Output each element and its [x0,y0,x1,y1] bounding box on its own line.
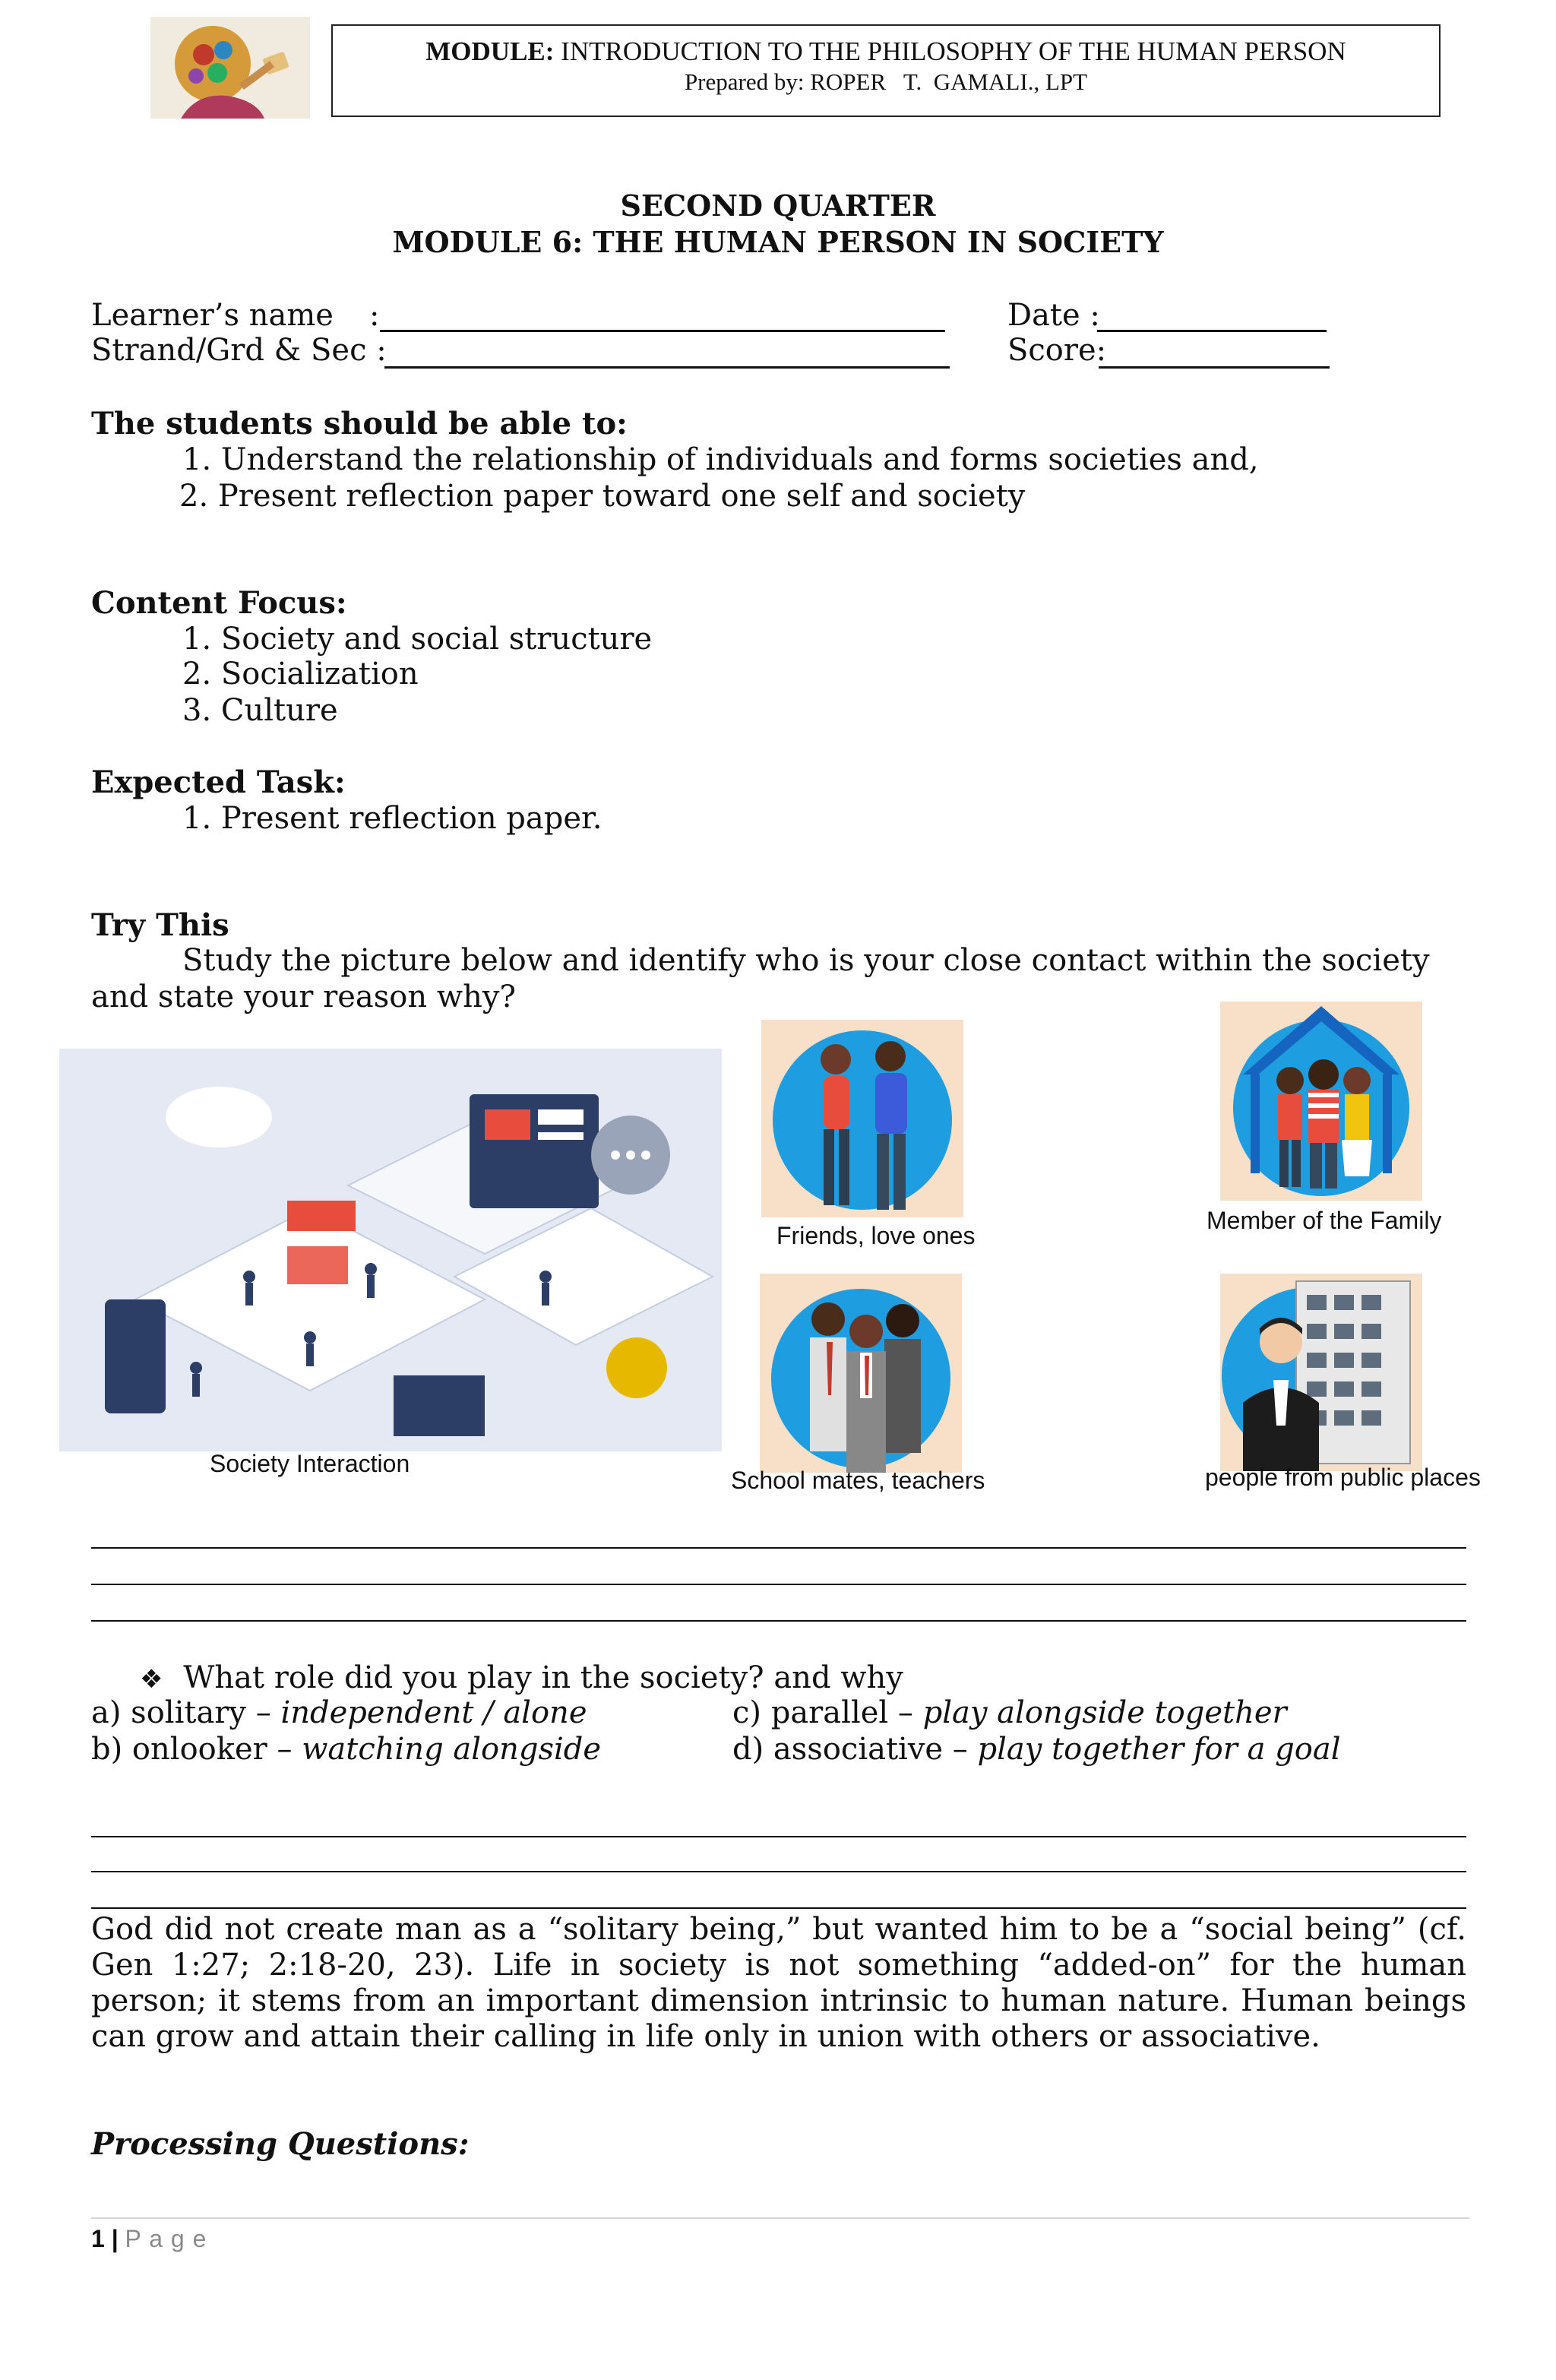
role-option-label: d) associative – [732,1732,978,1767]
role-question [140,1660,903,1698]
role-option-desc: independent / alone [280,1695,587,1730]
module-header-line [333,36,1439,67]
reflection-paragraph: God did not create man as a “solitary being,” but wanted him to be a “social being” (cf. Gen 1:27; 2:18-20, 23). Life in society is not something “added-on” for the human person; it stems from an important dimension intrinsic to human nature. Human beings can grow and attain their calling in life only in union with others or associative. [91,1912,1466,2054]
society-interaction-image [59,1049,722,1451]
caption-school: School mates, teachers [731,1467,985,1494]
caption-friends: Friends, love ones [776,1222,976,1249]
public-places-illustration [1220,1274,1422,1471]
school-image [760,1274,962,1473]
answer-line[interactable] [91,1836,1466,1837]
caption-society: Society Interaction [210,1450,410,1477]
family-image [1220,1002,1422,1201]
caption-public: people from public places [1205,1464,1481,1491]
module-title-heading: MODULE 6: THE HUMAN PERSON IN SOCIETY [392,225,1164,259]
content-focus-item: 1. Society and social structure [182,622,653,657]
page-word: P a g e [125,2225,207,2252]
prepared-by: Prepared by: ROPER T. GAMALI., LPT [684,68,1088,95]
role-option-label: a) solitary – [91,1695,281,1730]
role-option-c [732,1695,1287,1731]
score-label: Score: [1007,333,1107,368]
role-option-label: c) parallel – [732,1695,923,1730]
module-title: INTRODUCTION TO THE PHILOSOPHY OF THE HUMAN PERSON [561,36,1346,66]
learner-name-field[interactable] [380,307,945,332]
public-places-image [1220,1274,1422,1471]
objectives-heading: The students should be able to: [91,406,628,442]
answer-line[interactable] [91,1584,1466,1585]
module-logo [150,17,310,119]
content-focus-item: 2. Socialization [182,657,419,692]
role-option-label: b) onlooker – [91,1732,302,1767]
objective-item: 1. Understand the relationship of individuals and forms societies and, [182,442,1259,477]
role-option-d [732,1731,1340,1768]
module-header-box [331,24,1441,117]
role-option-desc: watching alongside [302,1732,602,1767]
try-this-text: Study the picture below and identify who is your close contact within the society and state your reason why? [91,943,1430,1014]
role-question-text: What role did you play in the society? and why [183,1660,903,1695]
try-this-heading: Try This [91,907,229,943]
friends-image [761,1020,963,1217]
role-option-desc: play alongside together [922,1695,1287,1730]
page-footer [91,2225,207,2253]
strand-field[interactable] [384,343,950,369]
score-field[interactable] [1099,343,1330,369]
date-label: Date : [1007,298,1100,333]
thinker-logo-image [150,17,310,119]
school-illustration [760,1274,962,1473]
caption-family: Member of the Family [1207,1207,1442,1234]
processing-questions-heading: Processing Questions: [91,2126,470,2162]
answer-line[interactable] [91,1547,1466,1549]
answer-line[interactable] [91,1620,1466,1622]
bullet-icon: ❖ [140,1664,163,1695]
friends-illustration [761,1020,963,1217]
answer-line[interactable] [91,1871,1466,1872]
isometric-office-illustration [59,1049,722,1451]
role-option-a [91,1695,587,1731]
content-focus-item: 3. Culture [182,693,338,728]
content-focus-heading: Content Focus: [91,585,347,621]
date-field[interactable] [1097,307,1327,332]
quarter-title: SECOND QUARTER [620,188,936,223]
role-option-desc: play together for a goal [977,1732,1341,1767]
expected-task-item: 1. Present reflection paper. [182,801,602,836]
learner-name-colon: : [369,298,380,333]
objective-item: 2. Present reflection paper toward one self and society [179,479,1026,514]
expected-task-heading: Expected Task: [91,764,346,800]
learner-name-label: Learner’s name [91,298,334,333]
strand-label: Strand/Grd & Sec : [91,333,387,368]
module-label: MODULE: [425,36,555,66]
family-illustration [1220,1002,1422,1201]
footer-divider [91,2217,1469,2219]
page-separator: | [111,2225,119,2252]
page-number: 1 [91,2225,105,2252]
role-option-b [91,1731,601,1768]
answer-line[interactable] [91,1907,1466,1909]
